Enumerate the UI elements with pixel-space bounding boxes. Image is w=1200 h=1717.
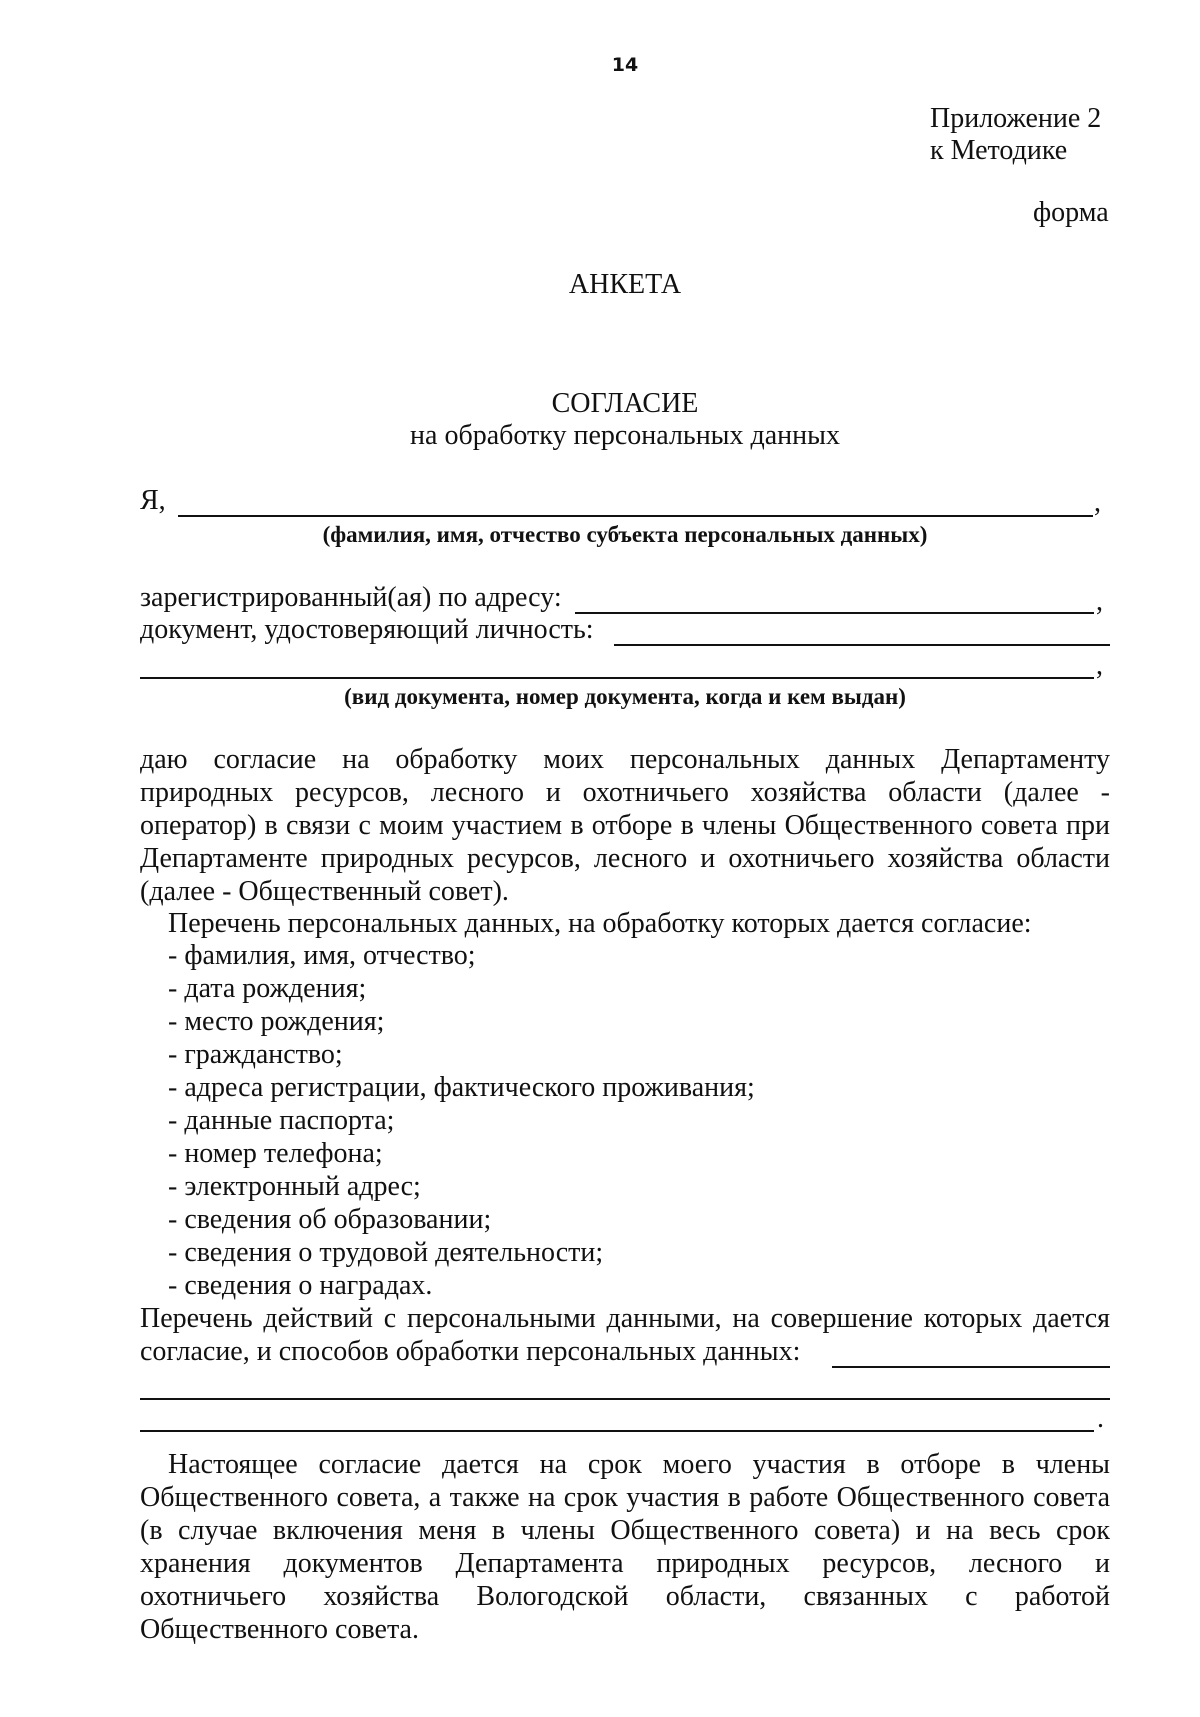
document-comma: , <box>1096 650 1103 681</box>
fio-caption: (фамилия, имя, отчество субъекта персональных данных) <box>322 522 928 547</box>
list-item: - место рождения; <box>168 1006 385 1037</box>
fio-comma: , <box>1094 487 1101 518</box>
list-item: - сведения о наградах. <box>168 1270 433 1301</box>
actions-field-line-2[interactable] <box>140 1398 1110 1400</box>
page-number: 14 <box>611 54 639 76</box>
list-item: - электронный адрес; <box>168 1171 421 1202</box>
ya-label: Я, <box>140 485 166 516</box>
list-item: - номер телефона; <box>168 1138 383 1169</box>
fio-field-line[interactable] <box>178 515 1093 517</box>
list-item: - дата рождения; <box>168 973 367 1004</box>
list-item: - адреса регистрации, фактического проживания; <box>168 1072 755 1103</box>
anketa-title: АНКЕТА <box>568 269 682 300</box>
consent-line-3: оператор) в связи с моим участием в отборе в члены Общественного совета при <box>140 810 1110 841</box>
final-line-6: Общественного совета. <box>140 1614 419 1645</box>
list-item: - сведения об образовании; <box>168 1204 492 1235</box>
document-label: документ, удостоверяющий личность: <box>140 614 594 645</box>
appendix-line-1: Приложение 2 <box>930 103 1102 134</box>
consent-subtitle: на обработку персональных данных <box>410 420 840 451</box>
final-line-5: охотничьего хозяйства Вологодской области, связанных с работой <box>140 1581 1110 1612</box>
actions-period: . <box>1097 1403 1104 1434</box>
actions-line-1: Перечень действий с персональными данными, на совершение которых дается <box>140 1303 1110 1334</box>
document-field-line-2[interactable] <box>140 677 1094 679</box>
document-caption: (вид документа, номер документа, когда и кем выдан) <box>344 684 906 709</box>
list-item: - фамилия, имя, отчество; <box>168 940 476 971</box>
consent-title: СОГЛАСИЕ <box>551 388 699 419</box>
consent-line-4: Департаменте природных ресурсов, лесного и охотничьего хозяйства области <box>140 843 1110 874</box>
final-line-1: Настоящее согласие дается на срок моего участия в отборе в члены <box>168 1449 1110 1480</box>
list-item: - данные паспорта; <box>168 1105 395 1136</box>
final-line-4: хранения документов Департамента природных ресурсов, лесного и <box>140 1548 1110 1579</box>
address-label: зарегистрированный(ая) по адресу: <box>140 582 562 613</box>
list-intro: Перечень персональных данных, на обработку которых дается согласие: <box>168 908 1032 939</box>
actions-line-2: согласие, и способов обработки персональных данных: <box>140 1336 801 1367</box>
list-item: - сведения о трудовой деятельности; <box>168 1237 604 1268</box>
final-line-3: (в случае включения меня в члены Общественного совета) и на весь срок <box>140 1515 1110 1546</box>
document-field-line[interactable] <box>614 644 1110 646</box>
list-item: - гражданство; <box>168 1039 343 1070</box>
actions-field-line[interactable] <box>832 1366 1110 1368</box>
appendix-line-2: к Методике <box>930 135 1068 166</box>
address-field-line[interactable] <box>575 612 1094 614</box>
actions-field-line-3[interactable] <box>140 1430 1094 1432</box>
consent-line-5: (далее - Общественный совет). <box>140 876 509 907</box>
final-line-2: Общественного совета, а также на срок участия в работе Общественного совета <box>140 1482 1110 1513</box>
form-label: форма <box>1033 197 1109 228</box>
address-comma: , <box>1096 586 1103 617</box>
consent-line-2: природных ресурсов, лесного и охотничьего хозяйства области (далее - <box>140 777 1110 808</box>
consent-line-1: даю согласие на обработку моих персональных данных Департаменту <box>140 744 1110 775</box>
